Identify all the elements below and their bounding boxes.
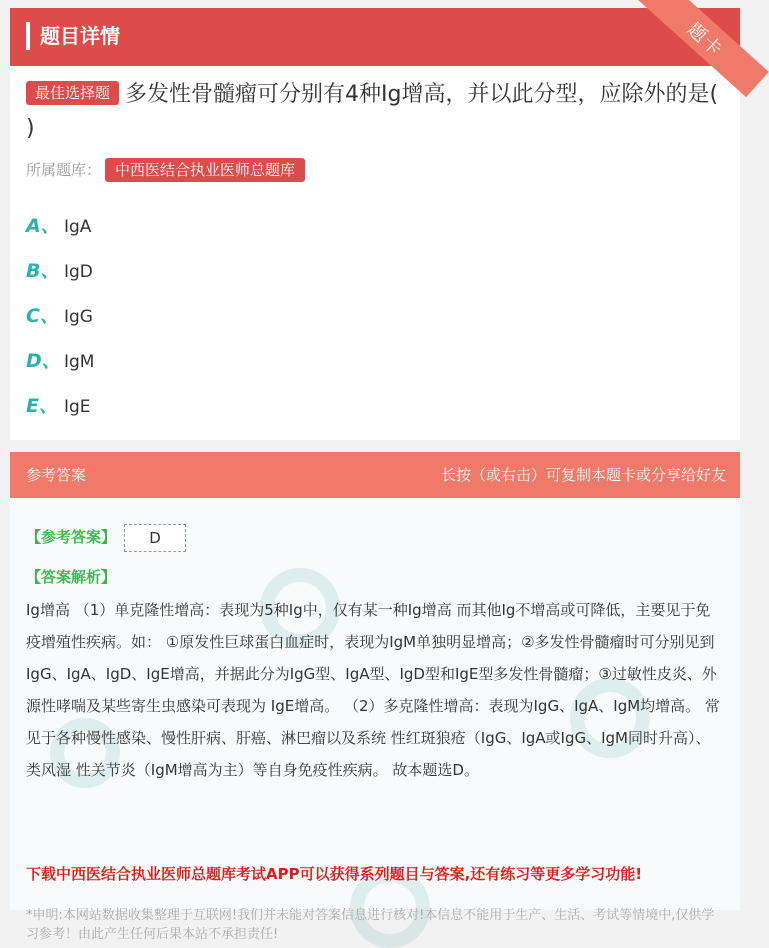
option-b[interactable] xyxy=(26,253,626,298)
analysis-label: 【答案解析】 xyxy=(26,568,117,586)
options-list xyxy=(26,208,626,433)
page-title: 题目详情 xyxy=(40,24,120,48)
answer-body xyxy=(10,498,740,942)
option-text: IgA xyxy=(64,217,92,237)
option-text: IgD xyxy=(64,262,93,282)
disclaimer: *申明:本网站数据收集整理于互联网!我们并未能对答案信息进行核对!本信息不能用于生产、生活、考试等情境中,仅供学习参考！由此产生任何后果本站不承担责任! xyxy=(26,908,715,942)
answer-value: D xyxy=(124,524,186,552)
option-letter: C、 xyxy=(26,305,59,327)
option-letter: B、 xyxy=(26,260,60,282)
question-bank-tag[interactable]: 中西医结合执业医师总题库 xyxy=(105,158,305,182)
option-text: IgM xyxy=(64,352,95,372)
analysis-text: Ig增高 （1）单克隆性增高：表现为5种Ig中，仅有某一种Ig增高 而其他Ig不增高或可降低，主要见于免疫增殖性疾病。如： ①原发性巨球蛋白血症时，表现为IgM单独明显增高；②多发性骨髓瘤时可分别见到IgG、IgA、IgD、IgE增高，并据此分为IgG型、IgA型、IgD型和IgE型多发性骨髓瘤；③过敏性皮炎、外源性哮喘及某些寄生虫感染可表现为 IgE增高。 （2）多克隆性增高：表现为IgG、IgA、IgM均增高。 常见于各种慢性感染、慢性肝病、肝癌、淋巴瘤以及系统 性红斑狼疮（IgG、IgA或IgG、IgM同时升高）、类风湿 性关节炎（IgM增高为主）等自身免疫性疾病。 故本题选D。 xyxy=(26,601,720,779)
option-a[interactable] xyxy=(26,208,626,253)
question-text: 多发性骨髓瘤可分别有4种Ig增高，并以此分型，应除外的是( ) xyxy=(26,82,719,141)
option-d[interactable] xyxy=(26,343,626,388)
answer-header-title: 参考答案 xyxy=(26,466,87,484)
answer-label: 【参考答案】 xyxy=(26,528,117,546)
option-text: IgE xyxy=(64,397,91,417)
option-text: IgG xyxy=(64,307,93,327)
share-hint: 长按（或右击）可复制本题卡或分享给好友 xyxy=(440,466,726,484)
corner-ribbon-label: 题卡 xyxy=(683,18,727,62)
answer-line xyxy=(26,522,186,552)
question-text-block xyxy=(26,78,726,146)
card-header xyxy=(10,8,740,66)
question-bank-label: 所属题库： xyxy=(26,161,102,179)
option-letter: D、 xyxy=(26,350,61,372)
option-c[interactable] xyxy=(26,298,626,343)
question-bank xyxy=(26,158,305,182)
option-e[interactable] xyxy=(26,388,626,433)
answer-card xyxy=(10,452,740,942)
option-letter: E、 xyxy=(26,395,58,417)
header-accent-bar xyxy=(26,22,30,50)
question-type-badge: 最佳选择题 xyxy=(26,81,119,105)
answer-header xyxy=(10,452,740,498)
question-card xyxy=(10,8,740,440)
option-letter: A、 xyxy=(26,215,60,237)
app-download-promo[interactable]: 下载中西医结合执业医师总题库考试APP可以获得系列题目与答案,还有练习等更多学习功能! xyxy=(26,865,643,883)
